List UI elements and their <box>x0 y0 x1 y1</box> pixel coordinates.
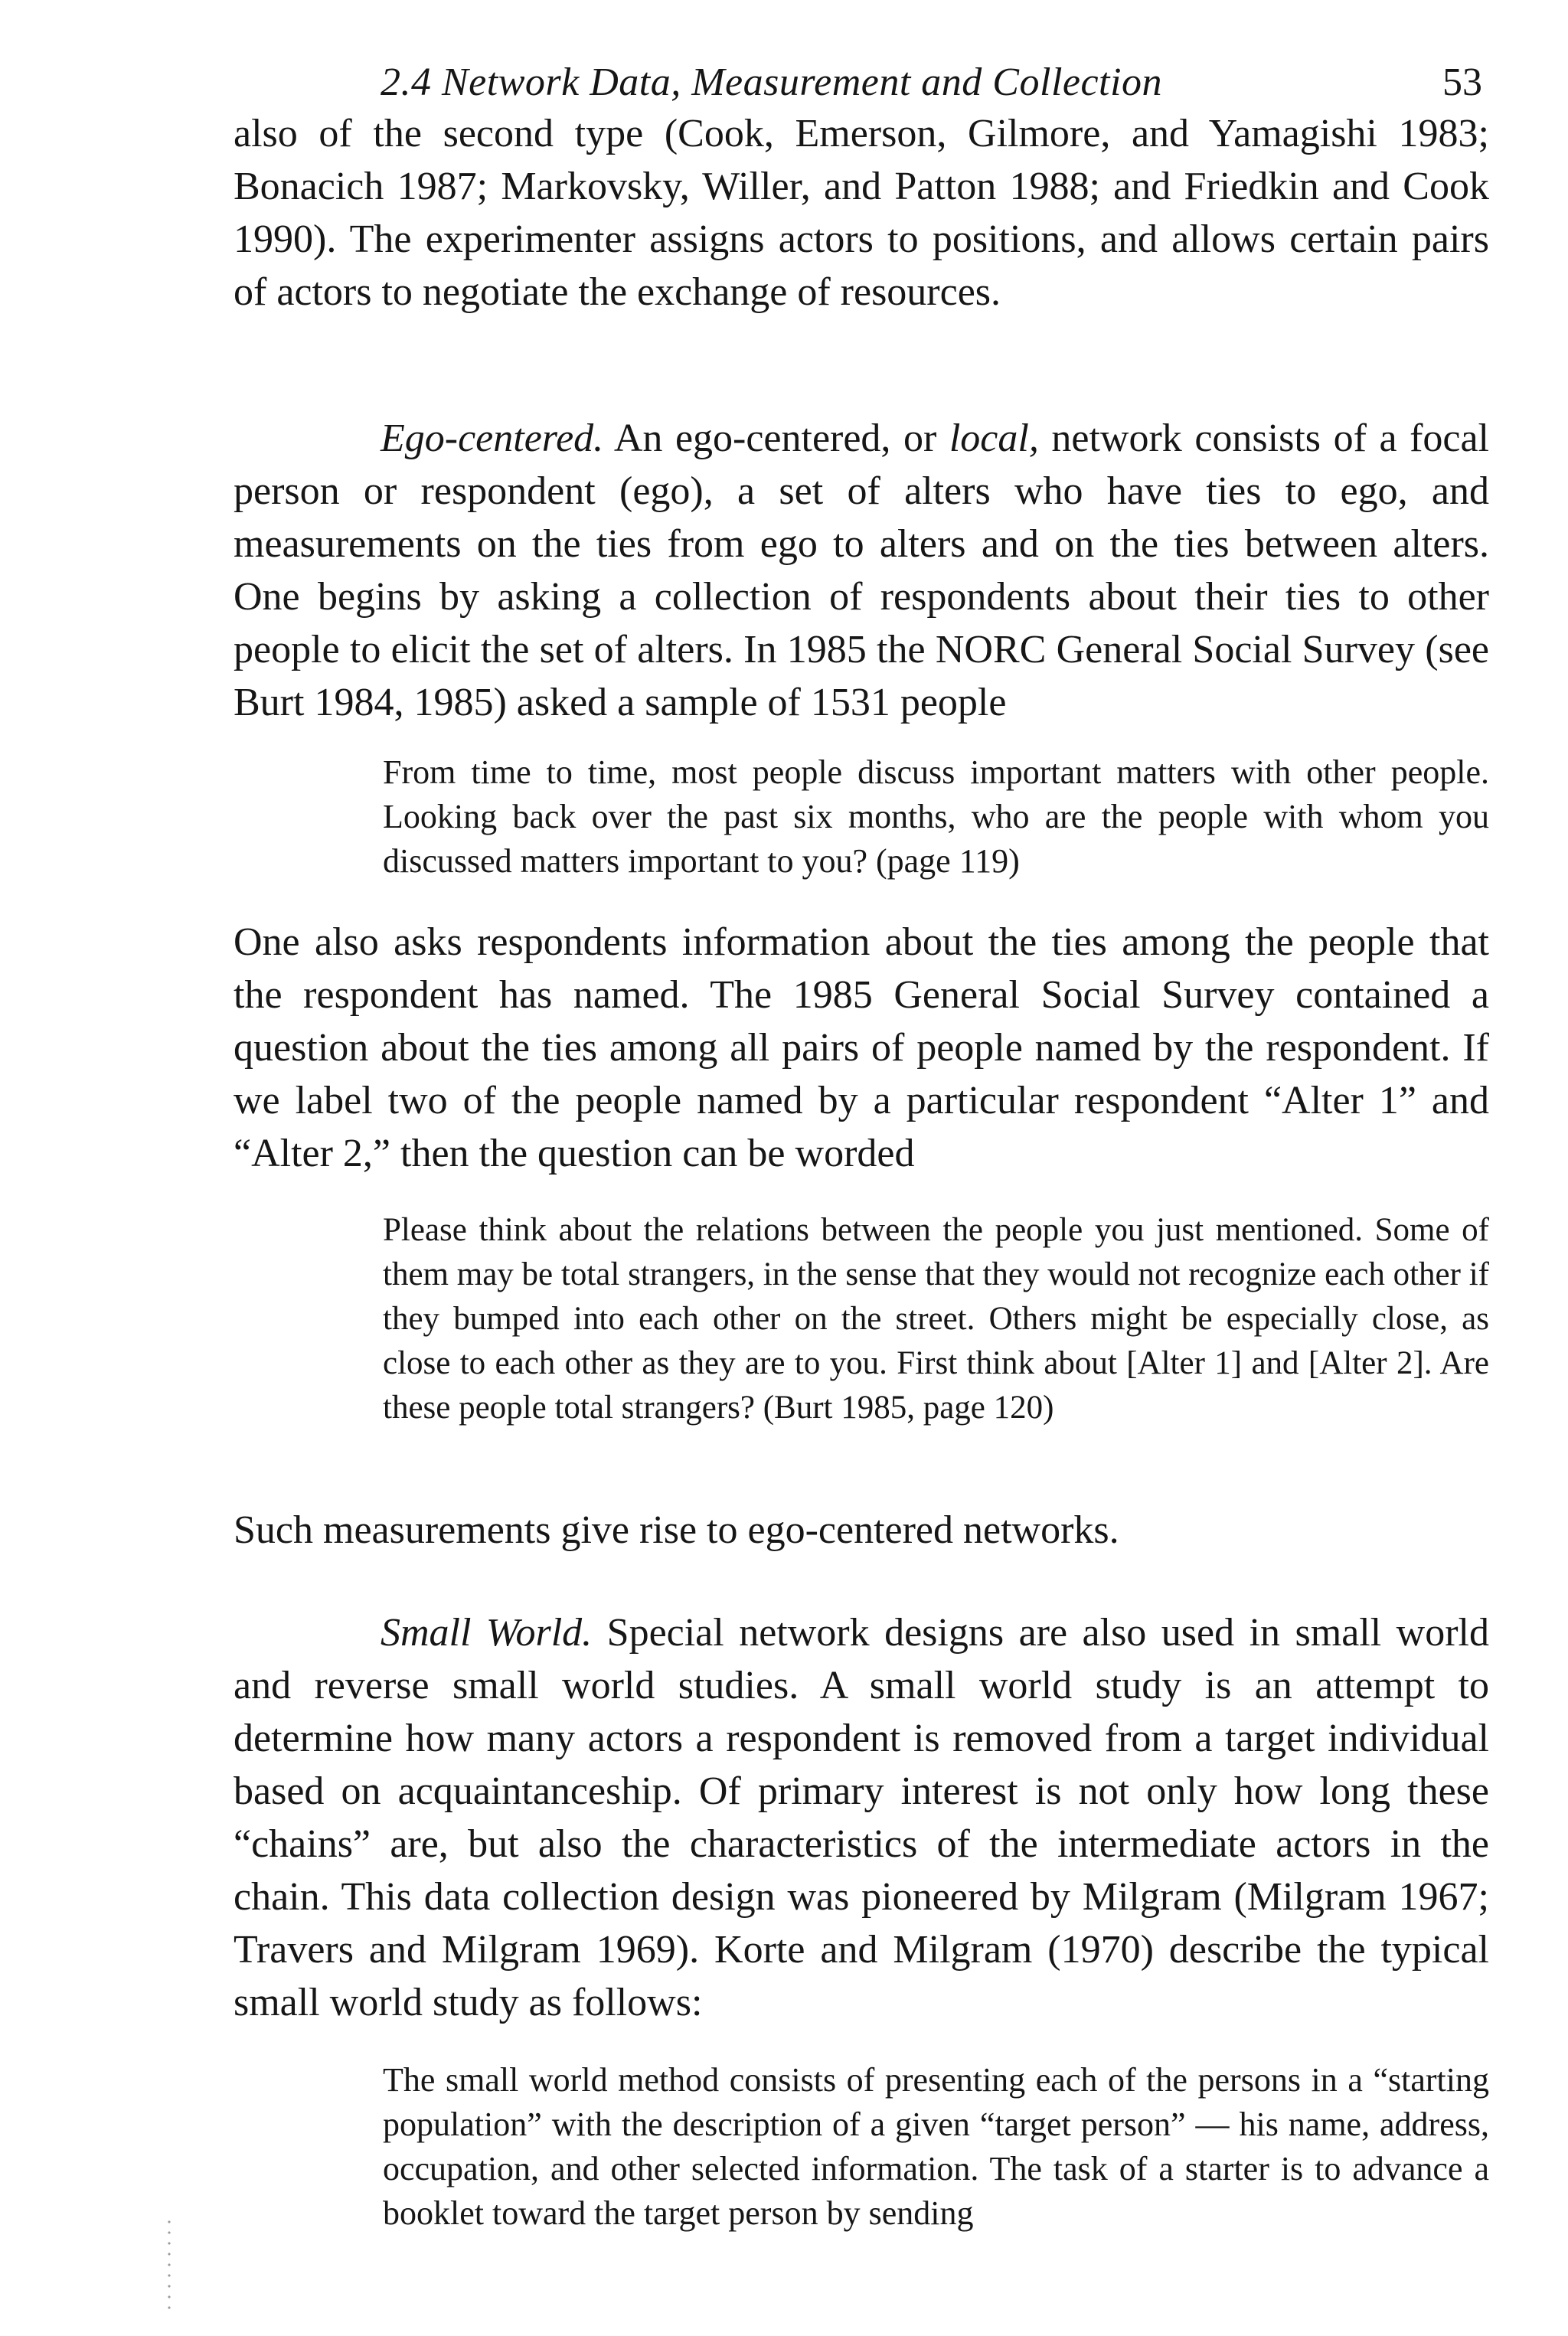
ego-centered-text-a: An ego-centered, or <box>603 417 949 460</box>
small-world-text: Special network designs are also used in small world and reverse small world studies. A small world study is an attempt to determine how many actors a respondent is removed from a target individual based on acquaintanceship. Of primary interest is not only how long these “chains” are, but also the characteristics of the intermediate actors in the chain. This data collection design was pioneered by Milgram (Milgram 1967; Travers and Milgram 1969). Korte and Milgram (1970) describe the typical small world study as follows: <box>234 1611 1489 2024</box>
quote-block-1: From time to time, most people discuss important matters with other people. Looking back over the past six months, who are the people with whom you discussed matters important to you? (page 119) <box>383 753 1489 880</box>
small-world-heading: Small World. <box>381 1611 593 1655</box>
running-head: 2.4 Network Data, Measurement and Collection <box>381 60 1162 104</box>
ego-centered-text-b: network consists of a focal person or respondent (ego), a set of alters who have ties to ego, and measurements on the ties from ego to alters and on the ties between alters. One begins by asking a collection of respondents about their ties to other people to elicit the set of alters. In 1985 the NORC General Social Survey (see Burt 1984, 1985) asked a sample of 1531 people <box>234 417 1490 724</box>
paragraph-small-world <box>234 1606 1489 2029</box>
paragraph-4: Such measurements give rise to ego-centered networks. <box>234 1508 1119 1552</box>
quote-block-3: The small world method consists of presenting each of the persons in a “starting population” with the description of a given “target person” — his name, address, occupation, and other selected information. The task of a starter is to advance a booklet toward the target person by sending <box>383 2061 1489 2232</box>
paragraph-ego-centered <box>234 412 1489 729</box>
paragraph-3: One also asks respondents information about the ties among the people that the respondent has named. The 1985 General Social Survey contained a question about the ties among all pairs of people named by the respondent. If we label two of the people named by a particular respondent “Alter 1” and “Alter 2,” then the question can be worded <box>234 920 1489 1175</box>
paragraph-1: also of the second type (Cook, Emerson, Gilmore, and Yamagishi 1983; Bonacich 1987; Markovsky, Willer, and Patton 1988; and Friedkin and Cook 1990). The experimenter assigns actors to positions, and allows certain pairs of actors to negotiate the exchange of resources. <box>234 112 1489 314</box>
page-number: 53 <box>1442 60 1482 104</box>
margin-dots <box>167 2217 172 2316</box>
local-emphasis: local, <box>949 417 1039 460</box>
quote-block-2: Please think about the relations between the people you just mentioned. Some of them may be total strangers, in the sense that they would not recognize each other if they bumped into each other on the street. Others might be especially close, as close to each other as they are to you. First think about [Alter 1] and [Alter 2]. Are these people total strangers? (Burt 1985, page 120) <box>383 1212 1489 1426</box>
ego-centered-heading: Ego-centered. <box>381 417 604 460</box>
